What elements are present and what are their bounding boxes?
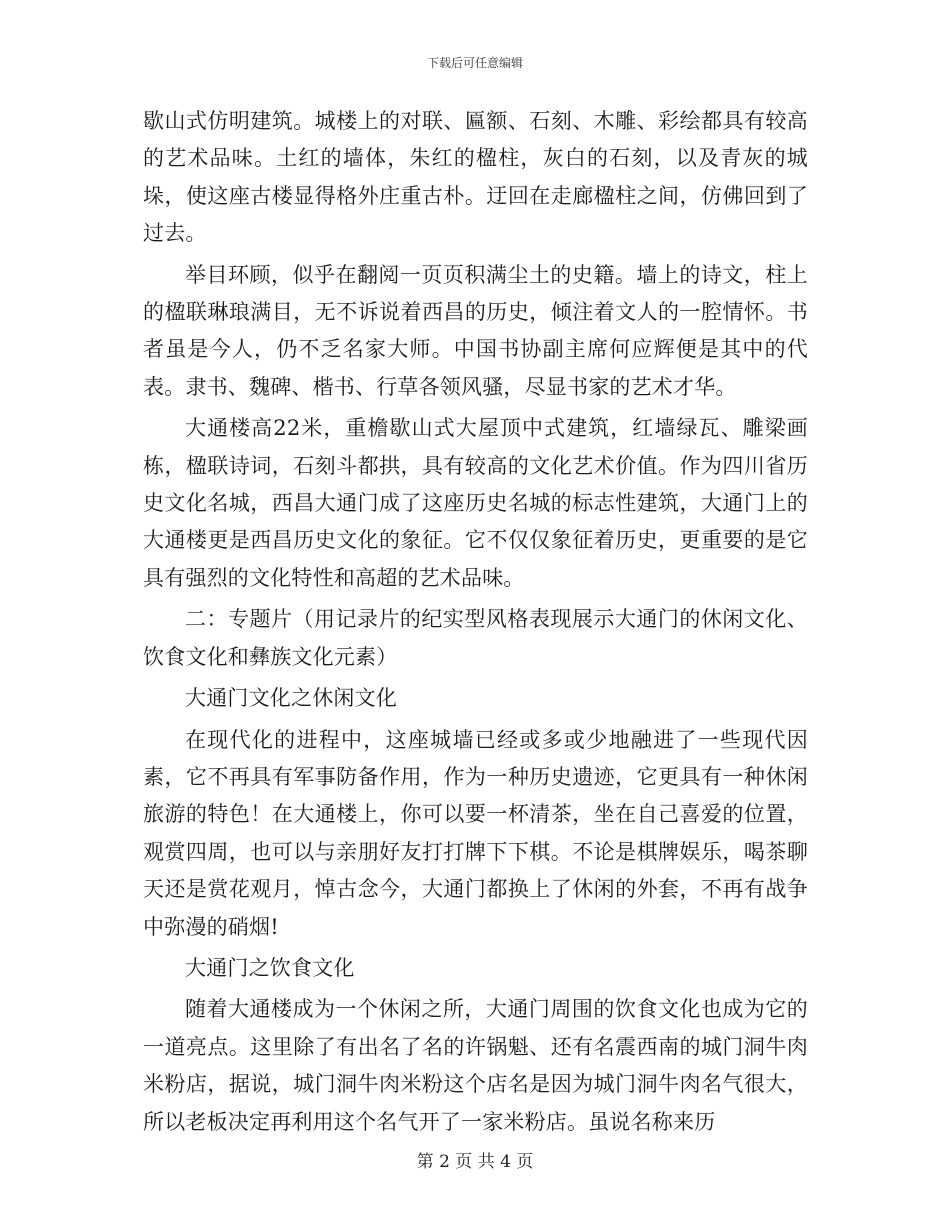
paragraph-datong-tower: 大通楼高22米，重檐歇山式大屋顶中式建筑，红墙绿瓦、雕梁画栋，楹联诗词，石刻斗都拱，具有较高的文化艺术价值。作为四川省历史文化名城，西昌大通门成了这座历史名城的标志性建筑，大通门上的大通楼更是西昌历史文化的象征。它不仅仅象征着历史，更重要的是它具有强烈的文化特性和高超的艺术品味。 bbox=[143, 416, 808, 590]
section-heading-food: 大通门之饮食文化 bbox=[185, 955, 355, 980]
paragraph-food-culture: 随着大通楼成为一个休闲之所，大通门周围的饮食文化也成为它的一道亮点。这里除了有出名了名的许锅魁、还有名震西南的城门洞牛肉米粉店，据说，城门洞牛肉米粉这个店名是因为城门洞牛肉名气很大，所以老板决定再利用这个名气开了一家米粉店。虽说名称来历 bbox=[143, 997, 808, 1134]
page-number-footer: 第 2 页 共 4 页 bbox=[416, 1152, 534, 1172]
section-heading-leisure: 大通门文化之休闲文化 bbox=[185, 686, 397, 711]
page-header: 下载后可任意编辑 bbox=[426, 56, 523, 70]
document-body bbox=[143, 103, 808, 1141]
paragraph-documentary-intro: 二：专题片（用记录片的纪实型风格表现展示大通门的休闲文化、饮食文化和彝族文化元素） bbox=[143, 607, 808, 669]
paragraph-calligraphy: 举目环顾，似乎在翻阅一页页积满尘土的史籍。墙上的诗文，柱上的楹联琳琅满目，无不诉说着西昌的历史，倾注着文人的一腔情怀。书者虽是今人，仍不乏名家大师。中国书协副主席何应辉便是其中的代表。隶书、魏碑、楷书、行草各领风骚，尽显书家的艺术才华。 bbox=[143, 262, 808, 399]
paragraph-leisure-culture: 在现代化的进程中，这座城墙已经或多或少地融进了一些现代因素，它不再具有军事防备作用，作为一种历史遗迹，它更具有一种休闲旅游的特色！在大通楼上，你可以要一杯清茶，坐在自己喜爱的位置，观赏四周，也可以与亲朋好友打打牌下下棋。不论是棋牌娱乐，喝茶聊天还是赏花观月，悼古念今，大通门都换上了休闲的外套，不再有战争中弥漫的硝烟! bbox=[143, 727, 808, 939]
paragraph-architecture: 歇山式仿明建筑。城楼上的对联、匾额、石刻、木雕、彩绘都具有较高的艺术品味。土红的墙体，朱红的楹柱，灰白的石刻，以及青灰的城垛，使这座古楼显得格外庄重古朴。迂回在走廊楹柱之间，仿佛回到了过去。 bbox=[143, 109, 808, 246]
